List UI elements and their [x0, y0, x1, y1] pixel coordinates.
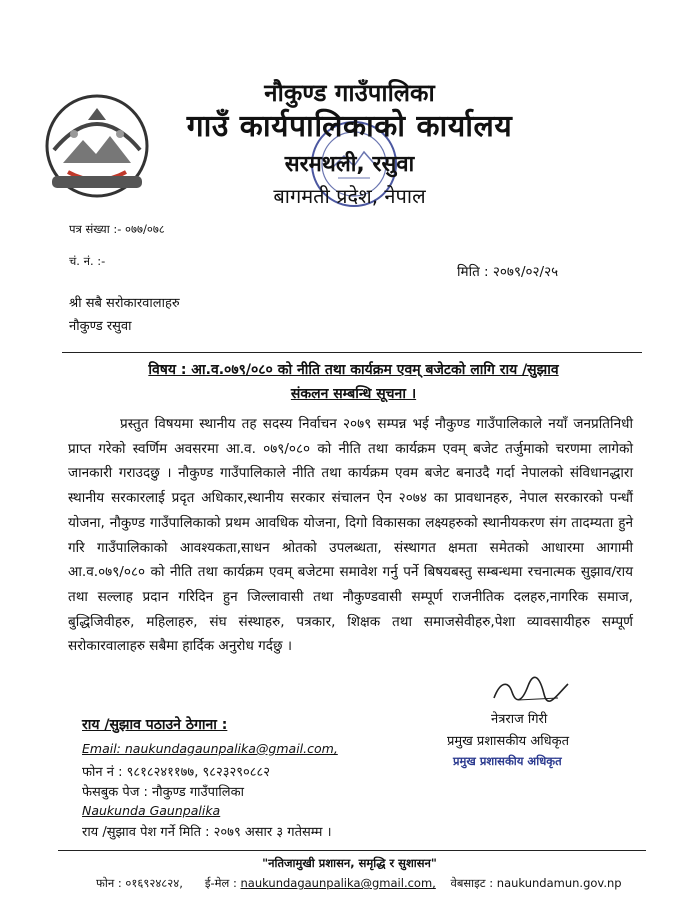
recipient-line-2: नौकुण्ड रसुवा [69, 319, 132, 334]
footer-divider [58, 850, 646, 851]
footer-website-label: वेबसाइट : [450, 876, 494, 890]
officer-stamp: प्रमुख प्रशासकीय अधिकृत [453, 754, 562, 768]
subject [68, 358, 639, 406]
footer-email-link[interactable]: naukundagaunpalika@gmail.com, [240, 876, 436, 890]
footer-contact [96, 876, 622, 891]
submission-deadline: राय /सुझाव पेश गर्ने मिति : २०७९ असार ३ गतेसम्म । [82, 825, 332, 840]
facebook-page: फेसबुक पेज : नौकुण्ड गाउँपालिका [82, 785, 244, 800]
facebook-page-link[interactable]: Naukunda Gaunpalika [82, 803, 221, 818]
contact-heading: राय /सुझाव पठाउने ठेगाना : [82, 717, 228, 733]
recipient-line-1: श्री सबै सरोकारवालाहरु [69, 296, 180, 311]
subject-line-1: विषय : आ.व.०७९/०८० को नीति तथा कार्यक्रम एवम् बजेटको लागि राय /सुझाव [148, 362, 559, 378]
reference-number: पत्र संख्या :- ०७७/०७८ [69, 222, 165, 236]
dispatch-number: चं. नं. :- [69, 254, 106, 268]
letter-date: मिति : २०७९/०२/२५ [457, 264, 559, 280]
signer-title: प्रमुख प्रशासकीय अधिकृत [447, 734, 570, 749]
municipality-name: नौकुण्ड गाउँपालिका [264, 79, 435, 107]
letter-body: प्रस्तुत विषयमा स्थानीय तह सदस्य निर्वाचन २०७९ सम्पन्न भई नौकुण्ड गाउँपालिकाले नयाँ जनप्रतिनिधी प्राप्त गरेको स्वर्णिम अवसरमा आ.व. ०७९/०८० को नीति तथा कार्यक्रम एवम् बजेट तर्जुमाको चरणमा लागेको जानकारी गराउदछु । नौकुण्ड गाउँपालिकाले नीति तथा कार्यक्रम एवम बजेट बनाउदै गर्दा नेपालको संविधानद्धारा स्थानीय सरकारलाई प्रदृत अधिकार,स्थानीय सरकार संचालन ऐन २०७४ का प्रावधानहरु, नेपाल सरकारको पन्धौं योजना, नौकुण्ड गाउँपालिकाको प्रथम आवधिक योजना, दिगो विकासका लक्ष्यहरुको स्थानीयकरण संग तादम्यता हुने गरि गाउँपालिकाको आवश्यकता,साधन श्रोतको उपलब्धता, संस्थागत क्षमता समेतको आधारमा आगामी आ.व.०७९/०८० को नीति तथा कार्यक्रम एवम् बजेटमा समावेश गर्नु पर्ने बिषयबस्तु सम्बन्धमा रचनात्मक सुझाव/राय तथा सल्लाह प्रदान गरिदिन हुन जिल्लावासी तथा नौकुण्डवासी सम्पूर्ण राजनीतिक दलहरु,नागरिक समाज, बुद्धिजिवीहरु, महिलाहरु, संघ संस्थाहरु, पत्रकार, शिक्षक तथा समाजसेवीहरु,पेशा व्यावसायीहरु सम्पूर्ण सरोकारवालाहरु सबैमा हार्दिक अनुरोध गर्दछु । [68, 416, 633, 655]
footer-phone: फोन : ०१६९२४८२४, [96, 876, 183, 890]
office-location: सरमथली, रसुवा [284, 152, 415, 177]
contact-email-link[interactable]: Email: naukundagaunpalika@gmail.com, [82, 741, 338, 756]
office-title: गाउँ कार्यपालिकाको कार्यालय [186, 109, 513, 144]
subject-line-2: संकलन सम्बन्धि सूचना । [290, 386, 417, 402]
divider [62, 352, 642, 353]
contact-phone: फोन नं : ९८१८२४११७७, ९८२३२९०८८२ [82, 765, 271, 780]
footer-email-label: ई-मेल : [204, 876, 237, 890]
signature-image [488, 672, 572, 708]
signer-name: नेत्रराज गिरी [491, 712, 548, 727]
footer-website-link[interactable]: naukundamun.gov.np [496, 876, 622, 890]
footer-motto: "नतिजामुखी प्रशासन, समृद्धि र सुशासन" [262, 856, 437, 870]
province-line: बागमती प्रदेश, नेपाल [273, 184, 426, 208]
